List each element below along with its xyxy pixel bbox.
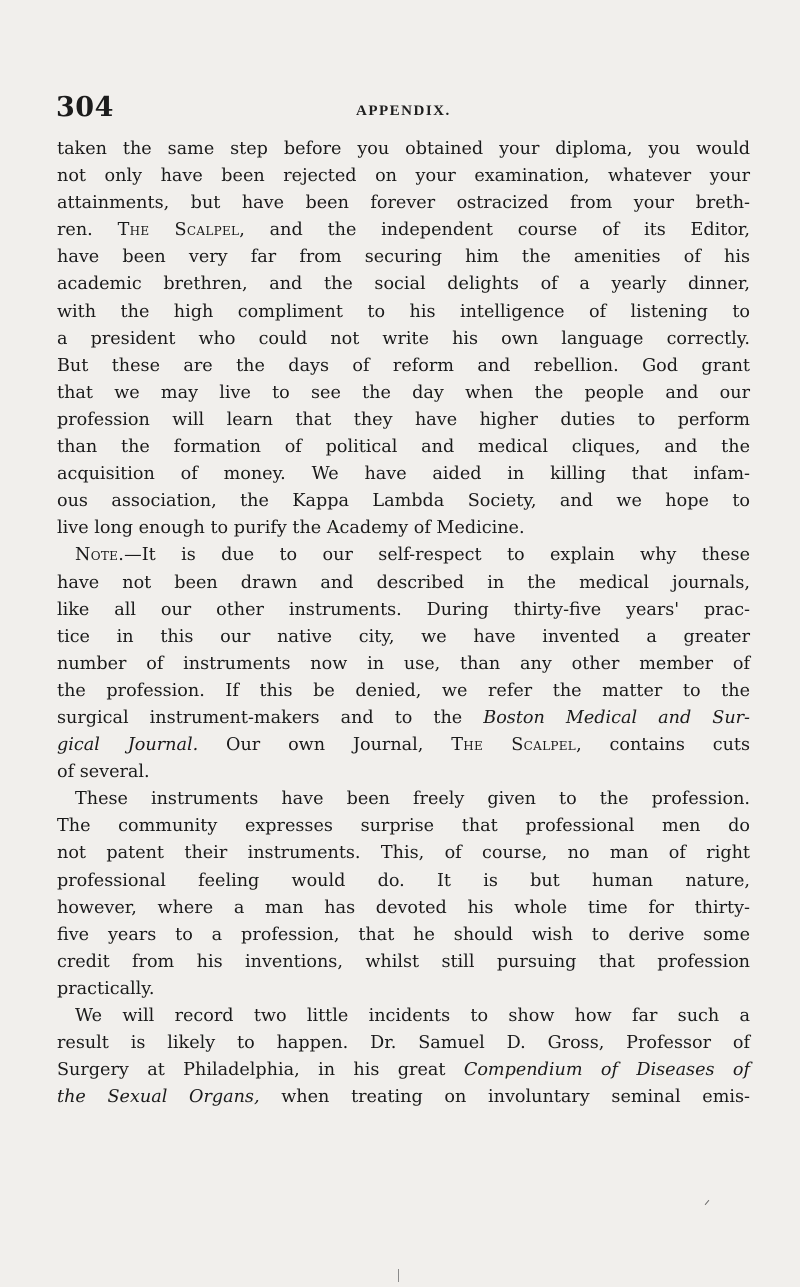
text-line-33: We will record two little incidents to show how far such a — [75, 1006, 750, 1026]
text-line-19: tice in this our native city, we have invented a greater — [57, 626, 750, 647]
text-run: , and the independent course of its Editor, — [239, 220, 751, 241]
text-line-32: practically. — [57, 978, 155, 999]
text-line-8: a president who could not write his own language correctly. — [57, 328, 750, 349]
text-line-36 — [57, 1084, 750, 1111]
text-line-26: The community expresses surprise that professional men do — [57, 816, 750, 837]
text-line-3: attainments, but have been forever ostracized from your breth- — [57, 193, 750, 214]
text-line-29: however, where a man has devoted his whole time for thirty- — [57, 897, 750, 918]
text-line-25: These instruments have been freely given to the profession. — [75, 789, 750, 810]
body-text — [57, 136, 750, 1111]
journal-title-boston: Boston Medical and Sur- — [483, 707, 751, 728]
text-line-7: with the high compliment to his intelligence of listening to — [57, 301, 750, 322]
text-line-2: not only have been rejected on your examination, whatever your — [57, 166, 750, 187]
text-line-13: acquisition of money. We have aided in killing that infam- — [57, 464, 750, 485]
text-line-34: result is likely to happen. Dr. Samuel D. Gross, Professor of — [57, 1033, 750, 1054]
text-run: ren. — [57, 220, 93, 241]
text-line-11: profession will learn that they have higher duties to perform — [57, 409, 750, 430]
text-line-10: that we may live to see the day when the people and our — [57, 382, 750, 403]
text-line-5: have been very far from securing him the amenities of his — [57, 247, 750, 268]
text-line-23 — [57, 732, 750, 759]
text-line-15: live long enough to purify the Academy of Medicine. — [57, 518, 525, 539]
text-line-22 — [57, 705, 750, 732]
text-line-24: of several. — [57, 762, 150, 783]
text-run: when treating on involuntary seminal emis- — [281, 1087, 750, 1108]
text-run: , contains cuts — [576, 735, 751, 756]
text-run: Surgery at Philadelphia, in his great — [57, 1060, 446, 1081]
note-label: Note. — [75, 545, 125, 566]
text-line-4 — [57, 217, 750, 244]
page-number: 304 — [56, 92, 114, 123]
page-header — [56, 92, 756, 132]
text-line-21: the profession. If this be denied, we refer the matter to the — [57, 680, 750, 701]
text-line-20: number of instruments now in use, than any other member of — [57, 653, 750, 674]
text-line-17: have not been drawn and described in the medical journals, — [57, 572, 750, 593]
text-line-30: five years to a profession, that he should wish to derive some — [57, 924, 750, 945]
text-run: Our own Journal, — [226, 735, 424, 756]
stray-pencil-mark — [398, 1269, 399, 1282]
text-line-35 — [57, 1057, 750, 1084]
text-line-14: ous association, the Kappa Lambda Society, and we hope to — [57, 491, 750, 512]
text-line-28: professional feeling would do. It is but human nature, — [57, 870, 750, 891]
text-line-1: taken the same step before you obtained your diploma, you would — [57, 139, 750, 159]
text-line-9: But these are the days of reform and rebellion. God grant — [57, 355, 750, 376]
text-line-27: not patent their instruments. This, of course, no man of right — [57, 843, 750, 864]
running-head: APPENDIX. — [356, 103, 451, 119]
book-title-compendium-cont: the Sexual Organs, — [57, 1087, 260, 1108]
text-line-18: like all our other instruments. During thirty-five years' prac- — [57, 599, 750, 620]
journal-name-scalpel: The Scalpel — [451, 735, 577, 756]
journal-title-boston-cont: gical Journal. — [57, 735, 199, 756]
text-run: —It is due to our self-respect to explain why these — [124, 545, 750, 566]
text-line-31: credit from his inventions, whilst still pursuing that profession — [57, 951, 750, 972]
book-title-compendium: Compendium of Diseases of — [463, 1060, 751, 1081]
journal-name-scalpel: The Scalpel — [117, 220, 240, 241]
text-line-16 — [57, 542, 750, 569]
text-run: surgical instrument-makers and to the — [57, 707, 463, 728]
text-line-6: academic brethren, and the social delights of a yearly dinner, — [57, 274, 750, 295]
text-line-12: than the formation of political and medical cliques, and the — [57, 437, 750, 458]
stray-pencil-mark — [705, 1200, 710, 1205]
